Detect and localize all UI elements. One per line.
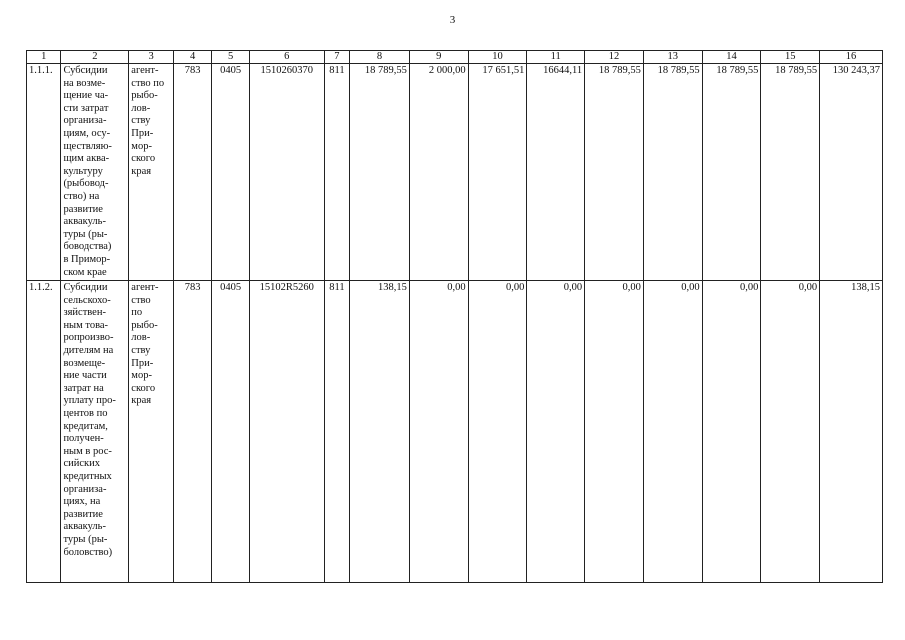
amount-cell: 18 789,55 [643,64,702,281]
code-cell: 0405 [212,64,249,281]
budget-table [26,50,883,583]
amount-cell: 16644,11 [527,64,585,281]
header-cell: 10 [468,51,527,64]
header-cell: 6 [249,51,324,64]
measure-name-cell: Субсидии сельскохо- зяйствен- ным това- ропроизво- дителям на возмеще- ние части затрат на уплату про- центов по кредитам, получен- ным в рос- сийских кредитных организа- циях, на развитие аквакуль- туры (ры- боловство) [61,281,129,583]
row-number-cell: 1.1.1. [27,64,61,281]
header-cell: 1 [27,51,61,64]
code-cell: 811 [324,64,349,281]
amount-cell: 138,15 [820,281,883,583]
code-cell: 0405 [212,281,249,583]
code-cell: 783 [173,64,211,281]
amount-cell: 18 789,55 [761,64,820,281]
header-cell: 13 [643,51,702,64]
code-cell: 1510260370 [249,64,324,281]
header-cell: 14 [702,51,761,64]
row-number-cell: 1.1.2. [27,281,61,583]
header-cell: 11 [527,51,585,64]
amount-cell: 18 789,55 [585,64,644,281]
amount-cell: 130 243,37 [820,64,883,281]
header-cell: 2 [61,51,129,64]
page-number: 3 [449,14,456,26]
header-cell: 3 [129,51,174,64]
amount-cell: 0,00 [409,281,468,583]
header-cell: 16 [820,51,883,64]
header-cell: 5 [212,51,249,64]
agency-cell: агент- ство по рыбо- лов- ству При- мор- ского края [129,281,174,583]
amount-cell: 0,00 [527,281,585,583]
code-cell: 811 [324,281,349,583]
amount-cell: 2 000,00 [409,64,468,281]
code-cell: 783 [173,281,211,583]
header-cell: 8 [350,51,410,64]
table-header-row [27,51,883,64]
amount-cell: 138,15 [350,281,410,583]
header-cell: 7 [324,51,349,64]
code-cell: 15102R5260 [249,281,324,583]
header-cell: 15 [761,51,820,64]
amount-cell: 0,00 [643,281,702,583]
header-cell: 12 [585,51,644,64]
agency-cell: агент- ство по рыбо- лов- ству При- мор- ского края [129,64,174,281]
amount-cell: 0,00 [585,281,644,583]
header-cell: 9 [409,51,468,64]
measure-name-cell: Субсидии на возме- щение ча- сти затрат организа- циям, осу- ществляю- щим аква- культуру (рыбовод- ство) на развитие аквакуль- туры (ры- боводства) в Примор- ском крае [61,64,129,281]
amount-cell: 17 651,51 [468,64,527,281]
amount-cell: 18 789,55 [350,64,410,281]
table-row [27,281,883,583]
amount-cell: 0,00 [761,281,820,583]
amount-cell: 0,00 [468,281,527,583]
table-row [27,64,883,281]
amount-cell: 0,00 [702,281,761,583]
header-cell: 4 [173,51,211,64]
amount-cell: 18 789,55 [702,64,761,281]
